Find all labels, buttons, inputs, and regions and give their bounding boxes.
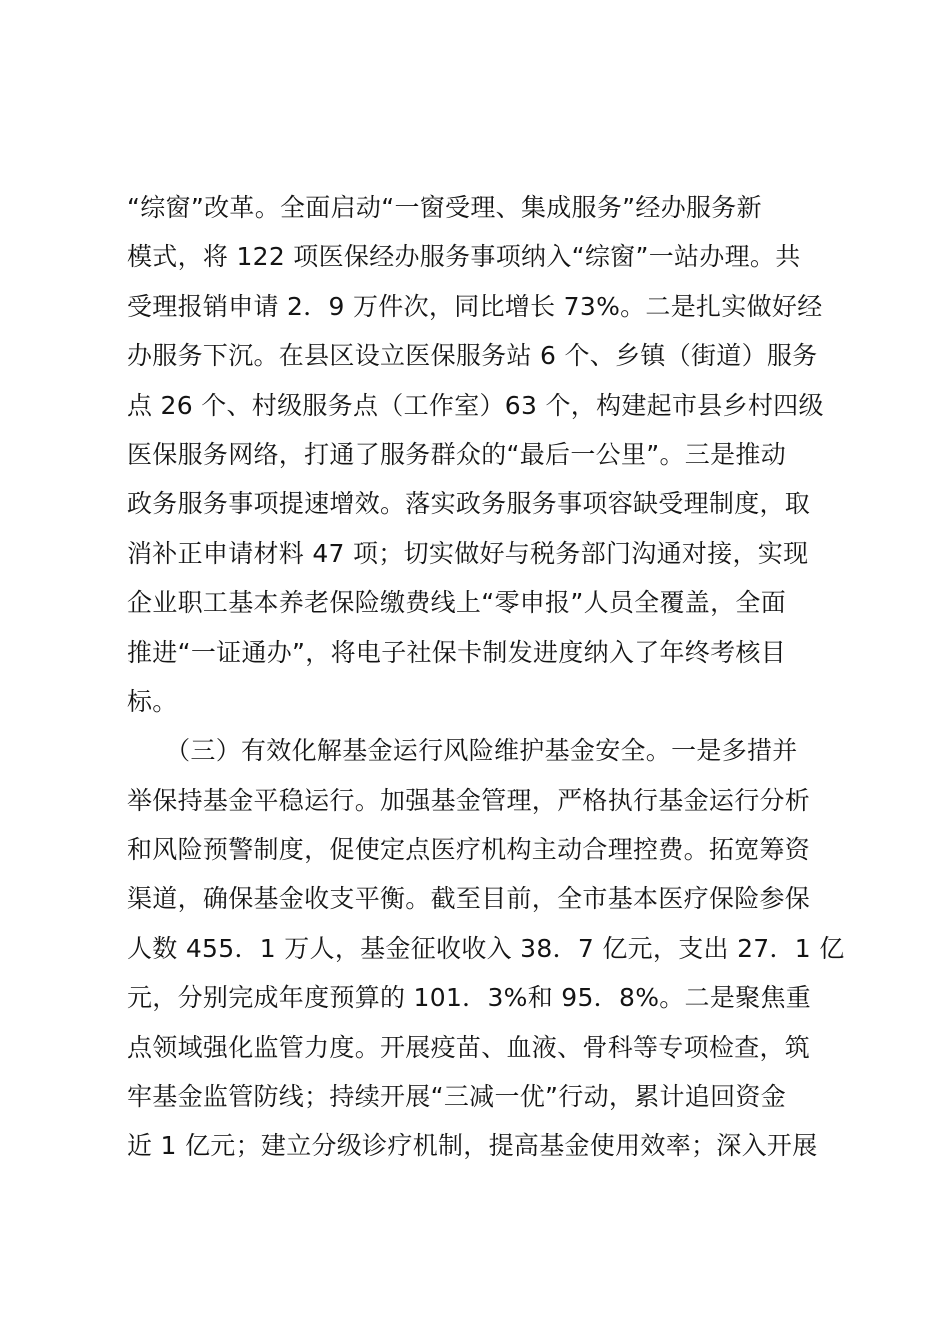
text-line: 点领域强化监管力度。开展疫苗、血液、骨科等专项检查，筑 <box>127 1032 811 1062</box>
text-line: 人数 455．1 万人，基金征收收入 38．7 亿元，支出 27．1 亿 <box>127 933 845 963</box>
text-line: 企业职工基本养老保险缴费线上“零申报”人员全覆盖，全面 <box>127 588 787 618</box>
text-line: 受理报销申请 2．9 万件次，同比增长 73%。二是扎实做好经 <box>127 291 823 321</box>
text-line: 举保持基金平稳运行。加强基金管理，严格执行基金运行分析 <box>127 785 811 815</box>
text-line: 近 1 亿元；建立分级诊疗机制，提高基金使用效率；深入开展 <box>127 1131 818 1161</box>
text-line: 元，分别完成年度预算的 101．3%和 95．8%。二是聚焦重 <box>127 983 812 1013</box>
text-line: 医保服务网络，打通了服务群众的“最后一公里”。三是推动 <box>127 439 787 469</box>
text-line: 推进“一证通办”，将电子社保卡制发进度纳入了年终考核目 <box>127 637 787 667</box>
text-line: 政务服务事项提速增效。落实政务服务事项容缺受理制度，取 <box>127 489 811 519</box>
text-line: 和风险预警制度，促使定点医疗机构主动合理控费。拓宽筹资 <box>127 835 811 865</box>
text-line: “综窗”改革。全面启动“一窗受理、集成服务”经办服务新 <box>127 193 762 222</box>
text-line: 标。 <box>127 686 178 716</box>
body-text <box>127 183 845 1171</box>
text-line: 点 26 个、村级服务点（工作室）63 个，构建起市县乡村四级 <box>127 390 824 420</box>
text-line: 消补正申请材料 47 项；切实做好与税务部门沟通对接，实现 <box>127 538 809 568</box>
text-line: 模式，将 122 项医保经办服务事项纳入“综窗”一站办理。共 <box>127 242 801 272</box>
text-line: 办服务下沉。在县区设立医保服务站 6 个、乡镇（街道）服务 <box>127 341 818 371</box>
paragraph-heading-line: （三）有效化解基金运行风险维护基金安全。一是多措并 <box>127 736 798 766</box>
text-line: 渠道，确保基金收支平衡。截至目前，全市基本医疗保险参保 <box>127 884 811 914</box>
text-line: 牢基金监管防线；持续开展“三减一优”行动，累计追回资金 <box>127 1082 787 1112</box>
